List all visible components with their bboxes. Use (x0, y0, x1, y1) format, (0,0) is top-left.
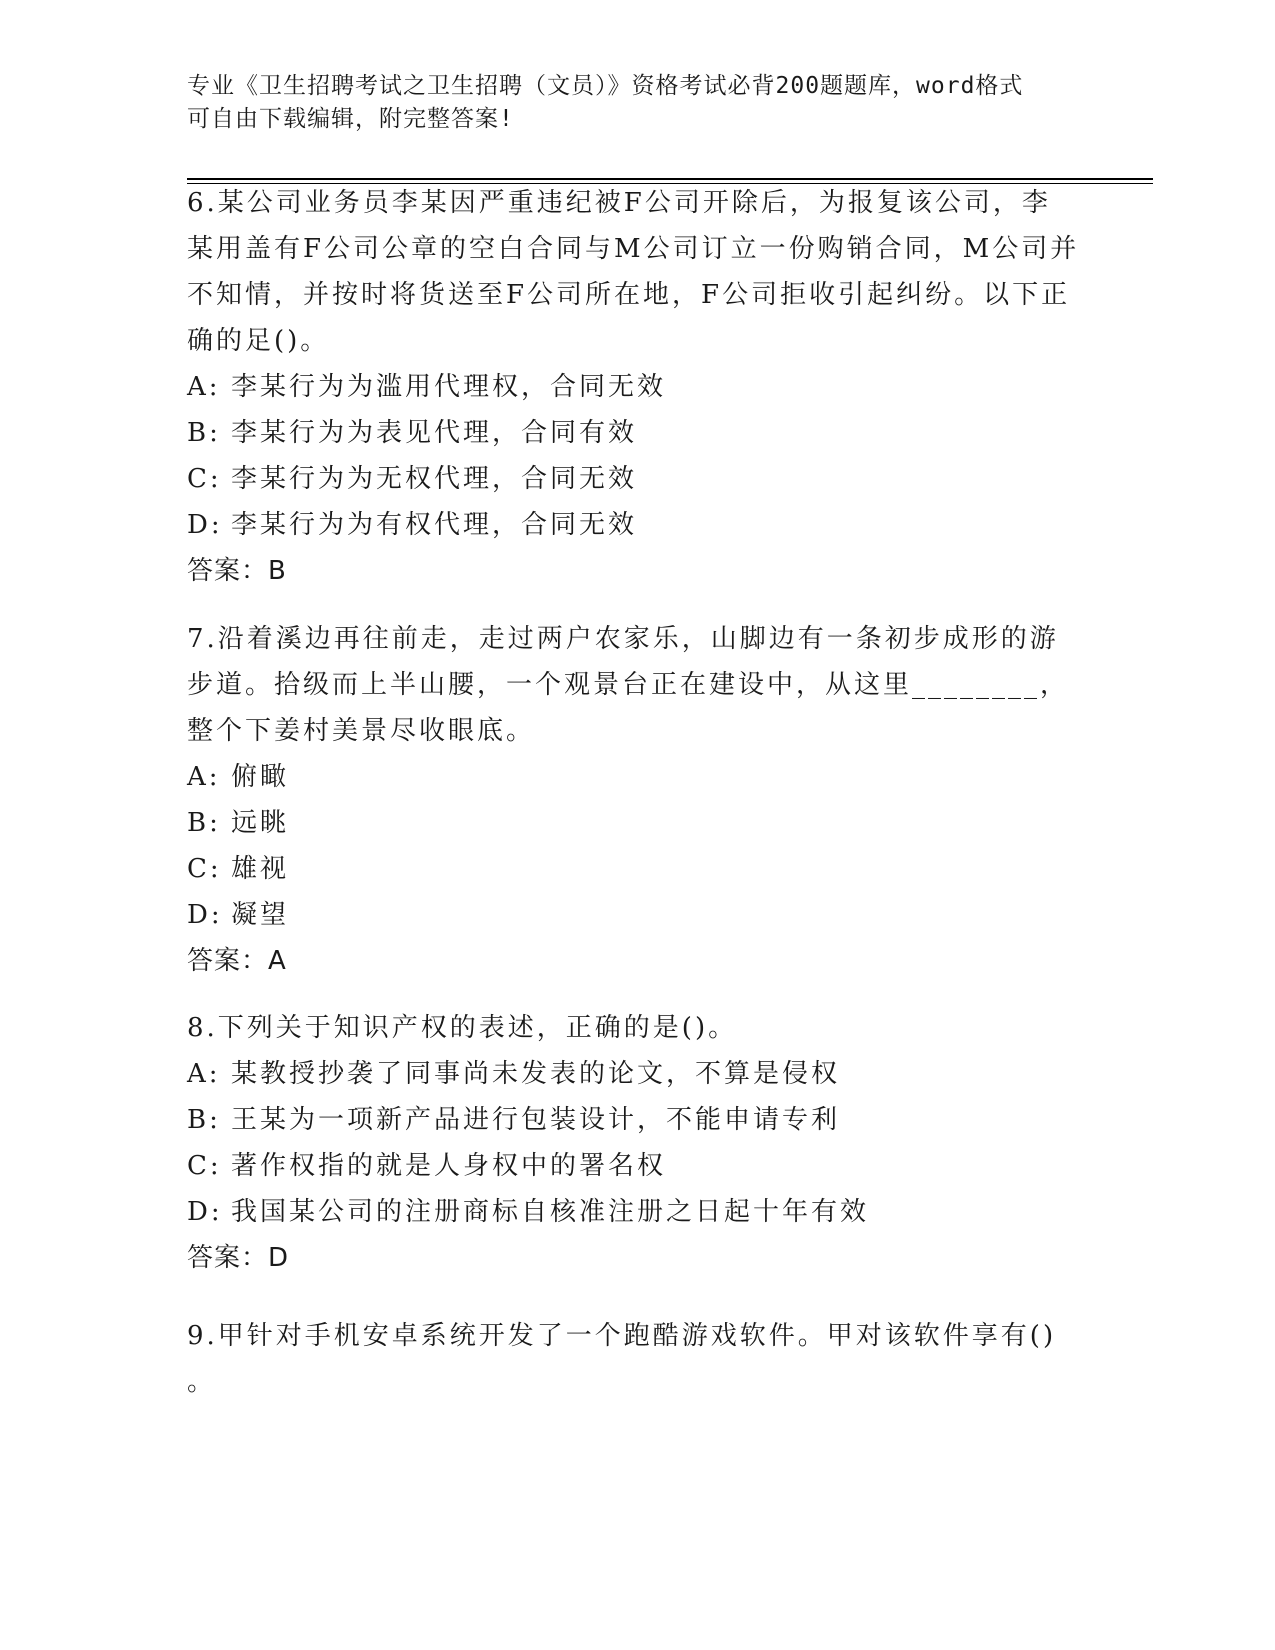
question-stem (187, 1313, 1087, 1405)
question-7 (187, 616, 1087, 984)
question-stem (187, 1005, 1087, 1051)
option-key: D: (187, 510, 223, 540)
header-line-1: 专业《卫生招聘考试之卫生招聘（文员）》资格考试必背200题题库，word格式 (187, 73, 1024, 99)
header-line-2: 可自由下载编辑，附完整答案! (187, 106, 514, 132)
option-text: 李某行为为滥用代理权，合同无效 (231, 372, 667, 402)
option-b (187, 410, 1087, 456)
question-stem (187, 616, 1087, 754)
option-key: A: (187, 762, 221, 792)
option-text: 王某为一项新产品进行包装设计，不能申请专利 (231, 1105, 841, 1135)
stem-line: 步道。拾级而上半山腰，一个观景台正在建设中，从这里________， (187, 670, 1070, 700)
option-key: C: (187, 464, 222, 494)
option-c (187, 1143, 1087, 1189)
option-d (187, 502, 1087, 548)
stem-line: 不知情，并按时将货送至F公司所在地，F公司拒收引起纠纷。以下正 (187, 280, 1071, 310)
option-key: D: (187, 1197, 223, 1227)
option-b (187, 1097, 1087, 1143)
option-b (187, 800, 1087, 846)
option-key: A: (187, 1059, 221, 1089)
option-text: 远眺 (231, 808, 290, 838)
option-key: B: (187, 808, 221, 838)
option-key: C: (187, 1151, 222, 1181)
question-6 (187, 180, 1087, 594)
stem-line: 整个下姜村美景尽收眼底。 (187, 716, 536, 746)
option-text: 我国某公司的注册商标自核准注册之日起十年有效 (231, 1197, 870, 1227)
document-header (187, 70, 1087, 136)
option-a (187, 364, 1087, 410)
option-text: 某教授抄袭了同事尚未发表的论文，不算是侵权 (231, 1059, 841, 1089)
stem-line: 6.某公司业务员李某因严重违纪被F公司开除后，为报复该公司，李 (187, 188, 1051, 218)
answer-line: 答案：D (187, 1243, 290, 1273)
option-d (187, 892, 1087, 938)
option-text: 俯瞰 (231, 762, 290, 792)
stem-line: 某用盖有F公司公章的空白合同与M公司订立一份购销合同，M公司并 (187, 234, 1080, 264)
option-text: 著作权指的就是人身权中的署名权 (231, 1151, 667, 1181)
option-c (187, 846, 1087, 892)
option-text: 李某行为为表见代理，合同有效 (231, 418, 638, 448)
option-text: 李某行为为有权代理，合同无效 (231, 510, 638, 540)
option-key: B: (187, 418, 221, 448)
stem-line: 7.沿着溪边再往前走，走过两户农家乐，山脚边有一条初步成形的游 (187, 624, 1059, 654)
question-stem (187, 180, 1087, 364)
option-key: B: (187, 1105, 221, 1135)
question-9 (187, 1313, 1087, 1405)
stem-line: 8.下列关于知识产权的表述，正确的是()。 (187, 1013, 738, 1043)
stem-line: 9.甲针对手机安卓系统开发了一个跑酷游戏软件。甲对该软件享有() (187, 1321, 1057, 1351)
option-text: 李某行为为无权代理，合同无效 (231, 464, 638, 494)
option-key: A: (187, 372, 221, 402)
option-c (187, 456, 1087, 502)
stem-line: 。 (187, 1367, 217, 1397)
option-text: 雄视 (231, 854, 290, 884)
answer-line: 答案：B (187, 556, 287, 586)
option-d (187, 1189, 1087, 1235)
stem-line: 确的足()。 (187, 326, 330, 356)
question-8 (187, 1005, 1087, 1281)
option-key: C: (187, 854, 222, 884)
answer-line: 答案：A (187, 946, 287, 976)
option-a (187, 754, 1087, 800)
option-a (187, 1051, 1087, 1097)
option-key: D: (187, 900, 223, 930)
option-text: 凝望 (231, 900, 290, 930)
